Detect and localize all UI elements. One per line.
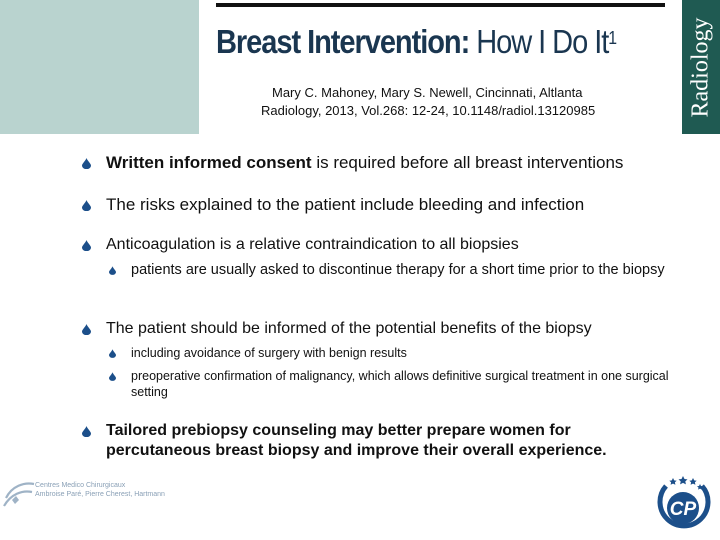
sub-bullet-text: including avoidance of surgery with benign results xyxy=(131,346,407,360)
sub-bullet-item xyxy=(109,261,669,280)
drop-bullet-icon xyxy=(109,372,116,381)
drop-bullet-icon xyxy=(82,240,91,251)
title-light: How I Do It xyxy=(476,23,609,60)
sub-bullet-text: patients are usually asked to discontinue therapy for a short time prior to the biopsy xyxy=(131,262,665,278)
sub-bullet-text: preoperative confirmation of malignancy, which allows definitive surgical treatment in one surgical setting xyxy=(131,369,669,399)
authors-line: Mary C. Mahoney, Mary S. Newell, Cincinnati, Altlanta xyxy=(272,85,583,100)
bullet-bold-text: Written informed consent xyxy=(106,153,312,172)
bullet-item xyxy=(82,319,592,338)
bullet-text: Anticoagulation is a relative contraindication to all biopsies xyxy=(106,236,519,253)
citation-line: Radiology, 2013, Vol.268: 12-24, 10.1148/radiol.13120985 xyxy=(261,103,596,118)
drop-bullet-icon xyxy=(109,349,116,358)
svg-text:CP: CP xyxy=(669,499,697,520)
bullet-text: is required before all breast interventions xyxy=(311,153,624,172)
drop-bullet-icon xyxy=(82,200,91,211)
header-color-block xyxy=(0,0,199,134)
title-bold: Breast Intervention: xyxy=(216,23,470,60)
sub-bullet-item xyxy=(109,368,689,400)
bullet-item xyxy=(82,153,623,172)
bullet-text: The patient should be informed of the potential benefits of the biopsy xyxy=(106,320,592,337)
slide-title xyxy=(216,20,616,64)
hospital-logo xyxy=(2,476,165,512)
drop-bullet-icon xyxy=(82,158,91,169)
bullet-item xyxy=(82,235,519,254)
hospital-logo-line1: Centres Medico Chirurgicaux xyxy=(35,482,126,489)
bullet-item xyxy=(82,195,584,214)
title-superscript: 1 xyxy=(608,28,616,48)
bullet-text: Tailored prebiopsy counseling may better prepare women for percutaneous breast biopsy and improve their overall experience. xyxy=(106,422,607,459)
drop-bullet-icon xyxy=(82,426,91,437)
cp-logo xyxy=(654,472,712,532)
sub-bullet-item xyxy=(109,345,407,361)
title-top-rule xyxy=(216,3,665,7)
drop-bullet-icon xyxy=(109,266,116,275)
cp-logo-mark-icon xyxy=(654,472,712,532)
journal-name: Radiology xyxy=(687,17,714,117)
hospital-logo-mark-icon xyxy=(2,476,36,512)
drop-bullet-icon xyxy=(82,324,91,335)
hospital-logo-line2: Ambroise Paré, Pierre Cherest, Hartmann xyxy=(35,491,165,498)
bullet-item xyxy=(82,421,642,461)
bullet-text: The risks explained to the patient include bleeding and infection xyxy=(106,195,585,214)
